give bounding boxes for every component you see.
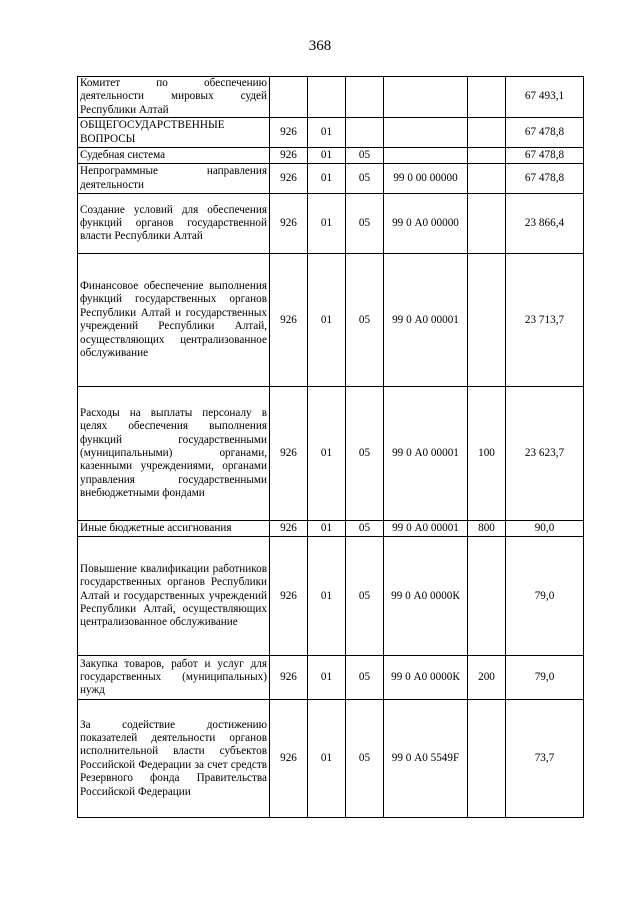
row-name-cell: Непрограммные направления деятельности xyxy=(78,164,270,194)
budget-table-body xyxy=(78,77,584,818)
ved-cell: 926 xyxy=(270,387,308,521)
target-article-cell: 99 0 А0 0000К xyxy=(384,656,468,700)
ved-cell: 926 xyxy=(270,254,308,387)
ved-cell: 926 xyxy=(270,656,308,700)
ved-cell: 926 xyxy=(270,148,308,164)
amount-cell: 67 493,1 xyxy=(506,77,584,118)
subsection-cell: 05 xyxy=(346,254,384,387)
amount-cell: 23 713,7 xyxy=(506,254,584,387)
table-row xyxy=(78,656,584,700)
table-row xyxy=(78,537,584,656)
subsection-cell: 05 xyxy=(346,387,384,521)
section-cell: 01 xyxy=(308,164,346,194)
target-article-cell xyxy=(384,77,468,118)
row-name-cell: Создание условий для обеспечения функций органов государственной власти Республики Алтай xyxy=(78,194,270,254)
amount-cell: 67 478,8 xyxy=(506,118,584,148)
target-article-cell: 99 0 А0 00001 xyxy=(384,254,468,387)
ved-cell: 926 xyxy=(270,118,308,148)
expense-type-cell: 100 xyxy=(468,387,506,521)
expense-type-cell xyxy=(468,164,506,194)
row-name-cell: ОБЩЕГОСУДАРСТВЕННЫЕ ВОПРОСЫ xyxy=(78,118,270,148)
section-cell xyxy=(308,77,346,118)
subsection-cell: 05 xyxy=(346,537,384,656)
expense-type-cell xyxy=(468,537,506,656)
section-cell: 01 xyxy=(308,254,346,387)
target-article-cell: 99 0 А0 00000 xyxy=(384,194,468,254)
table-row xyxy=(78,700,584,818)
subsection-cell: 05 xyxy=(346,194,384,254)
table-row xyxy=(78,521,584,537)
row-name-cell: Расходы на выплаты персоналу в целях обеспечения выполнения функций государственными (муниципальными) органами, казенными учреждениями, органами управления государственными внебюджетными фондами xyxy=(78,387,270,521)
section-cell: 01 xyxy=(308,700,346,818)
expense-type-cell: 800 xyxy=(468,521,506,537)
section-cell: 01 xyxy=(308,194,346,254)
ved-cell: 926 xyxy=(270,521,308,537)
section-cell: 01 xyxy=(308,118,346,148)
amount-cell: 79,0 xyxy=(506,537,584,656)
expense-type-cell xyxy=(468,77,506,118)
amount-cell: 73,7 xyxy=(506,700,584,818)
amount-cell: 90,0 xyxy=(506,521,584,537)
table-row xyxy=(78,164,584,194)
subsection-cell: 05 xyxy=(346,148,384,164)
subsection-cell xyxy=(346,77,384,118)
page-number: 368 xyxy=(308,38,332,54)
target-article-cell: 99 0 А0 0000К xyxy=(384,537,468,656)
amount-cell: 67 478,8 xyxy=(506,148,584,164)
amount-cell: 79,0 xyxy=(506,656,584,700)
amount-cell: 23 866,4 xyxy=(506,194,584,254)
table-row xyxy=(78,387,584,521)
subsection-cell: 05 xyxy=(346,521,384,537)
row-name-cell: Закупка товаров, работ и услуг для государственных (муниципальных) нужд xyxy=(78,656,270,700)
expense-type-cell xyxy=(468,194,506,254)
section-cell: 01 xyxy=(308,148,346,164)
table-row xyxy=(78,148,584,164)
ved-cell: 926 xyxy=(270,700,308,818)
section-cell: 01 xyxy=(308,537,346,656)
ved-cell: 926 xyxy=(270,537,308,656)
target-article-cell xyxy=(384,118,468,148)
section-cell: 01 xyxy=(308,521,346,537)
expense-type-cell xyxy=(468,118,506,148)
expense-type-cell xyxy=(468,700,506,818)
row-name-cell: Повышение квалификации работников государственных органов Республики Алтай и государственных учреждений Республики Алтай, осуществляющих централизованное обслуживание xyxy=(78,537,270,656)
ved-cell xyxy=(270,77,308,118)
target-article-cell: 99 0 А0 00001 xyxy=(384,521,468,537)
table-row xyxy=(78,254,584,387)
target-article-cell xyxy=(384,148,468,164)
target-article-cell: 99 0 00 00000 xyxy=(384,164,468,194)
amount-cell: 23 623,7 xyxy=(506,387,584,521)
budget-table xyxy=(77,76,584,818)
ved-cell: 926 xyxy=(270,164,308,194)
expense-type-cell: 200 xyxy=(468,656,506,700)
section-cell: 01 xyxy=(308,656,346,700)
subsection-cell xyxy=(346,118,384,148)
subsection-cell: 05 xyxy=(346,656,384,700)
table-row xyxy=(78,194,584,254)
row-name-cell: Судебная система xyxy=(78,148,270,164)
section-cell: 01 xyxy=(308,387,346,521)
row-name-cell: За содействие достижению показателей деятельности органов исполнительной власти субъектов Российской Федерации за счет средств Резервного фонда Правительства Российской Федерации xyxy=(78,700,270,818)
row-name-cell: Комитет по обеспечению деятельности мировых судей Республики Алтай xyxy=(78,77,270,118)
table-row xyxy=(78,77,584,118)
target-article-cell: 99 0 А0 00001 xyxy=(384,387,468,521)
table-row xyxy=(78,118,584,148)
row-name-cell: Финансовое обеспечение выполнения функций государственных органов Республики Алтай и государственных учреждений Республики Алтай, осуществляющих централизованное обслуживание xyxy=(78,254,270,387)
expense-type-cell xyxy=(468,148,506,164)
row-name-cell: Иные бюджетные ассигнования xyxy=(78,521,270,537)
subsection-cell: 05 xyxy=(346,700,384,818)
amount-cell: 67 478,8 xyxy=(506,164,584,194)
ved-cell: 926 xyxy=(270,194,308,254)
subsection-cell: 05 xyxy=(346,164,384,194)
expense-type-cell xyxy=(468,254,506,387)
target-article-cell: 99 0 А0 5549F xyxy=(384,700,468,818)
